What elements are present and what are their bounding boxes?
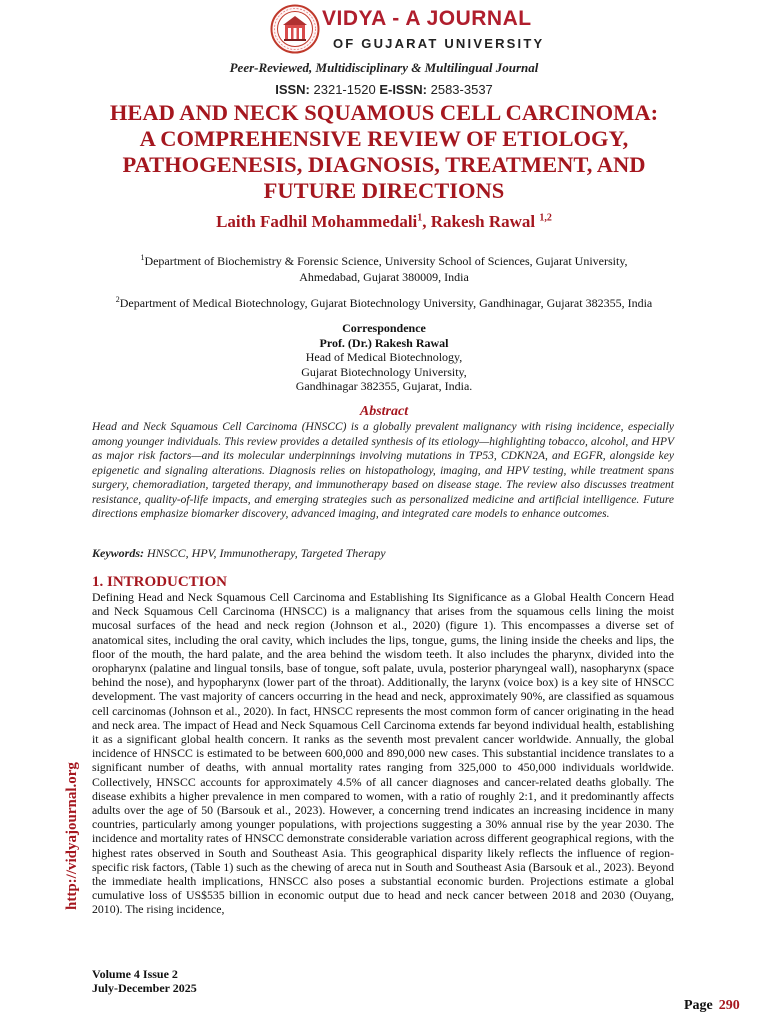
publication-period: July-December 2025 (92, 981, 197, 995)
page-number: 290 (718, 998, 740, 1013)
keywords-text: HNSCC, HPV, Immunotherapy, Targeted Therapy (144, 546, 386, 560)
journal-tagline: Peer-Reviewed, Multidisciplinary & Multilingual Journal (229, 60, 539, 75)
correspondence-line: Head of Medical Biotechnology, (305, 350, 463, 364)
affiliation-1 (80, 250, 688, 285)
page-label: Page (684, 998, 713, 1013)
affiliation-line: Ahmedabad, Gujarat 380009, India (299, 270, 469, 284)
title-line: HEAD AND NECK SQUAMOUS CELL CARCINOMA: (109, 100, 659, 125)
section-body: Defining Head and Neck Squamous Cell Carcinoma and Establishing Its Significance as a Global Health Concern Head and Neck Squamous Cell Carcinoma (HNSCC) is a malignancy that arises from the squamous cells lining the moist mucosal surfaces of the head and neck region (Johnson et al., 2020) (figure 1). This encompasses a diverse set of anatomical sites, including the oral cavity, which includes the lips, tongue, gums, the lining inside the cheeks and lips, the floor of the mouth, the hard palate, and the area behind the wisdom teeth. It also includes the pharynx, divided into the oropharynx (palatine and lingual tonsils, base of tongue, soft palate, uvula, posterior pharyngeal wall), nasopharynx (space behind the nose), and hypopharynx (lower part of the throat). Additionally, the larynx (voice box) is a key site of HNSCC development. The vast majority of cancers occurring in the head and neck, approximately 90%, are classified as squamous cell carcinomas (Johnson et al., 2020). In fact, HNSCC represents the most common form of cancer originating in the head and neck area. The impact of Head and Neck Squamous Cell Carcinoma extends far beyond individual health, establishing it as a significant global health concern. It ranks as the seventh most prevalent cancer worldwide. Annually, the global incidence of HNSCC is estimated to be between 600,000 and 890,000 new cases. This substantial incidence translates to a significant number of deaths, with annual mortality rates ranging from 325,000 to 450,000 individuals worldwide. Collectively, HNSCC accounts for approximately 4.5% of all cancer diagnoses and cancer-related deaths globally. The disease exhibits a higher prevalence in men compared to women, with a ratio of roughly 2:1, and it predominantly affects adults over the age of 50 (Barsouk et al., 2023). However, a concerning trend indicates an increasing incidence in many countries, particularly among younger populations, with projections suggesting a 30% annual rise by the year 2030. The incidence and mortality rates of HNSCC demonstrate considerable variation across different geographical regions, with the highest rates observed in South and Southeast Asia. This geographical disparity likely reflects the influence of region-specific risk factors, (Table 1) such as the chewing of areca nut in South and Southeast Asia (Barsouk et al., 2023). Beyond the immediate health implications, HNSCC also poses a substantial economic burden. Projections estimate a global cumulative loss of US$535 billion in economic output due to head and neck cancer between 2018 and 2030 (Ouyang, 2010). The rising incidence, (92, 590, 674, 917)
author-affiliation-mark: 1,2 (539, 212, 552, 224)
eissn-label: E-ISSN: (379, 82, 427, 97)
eissn-value: 2583-3537 (430, 82, 493, 97)
university-seal-icon (270, 4, 320, 54)
section-heading: 1. INTRODUCTION (92, 574, 228, 590)
correspondence-line: Gujarat Biotechnology University, (301, 364, 467, 379)
affiliation-mark: 1 (140, 253, 145, 262)
title-line: PATHOGENESIS, DIAGNOSIS, TREATMENT, AND (122, 152, 646, 177)
author-name: Rakesh Rawal (430, 212, 540, 231)
author-separator: , (422, 212, 431, 231)
journal-url: http://vidyajournal.org (64, 762, 80, 910)
footer-page (684, 998, 740, 1014)
correspondence-block (0, 321, 768, 394)
title-line: A COMPREHENSIVE REVIEW OF ETIOLOGY, (139, 126, 629, 151)
author-list (0, 212, 768, 232)
affiliation-mark: 2 (115, 295, 120, 304)
volume-issue: Volume 4 Issue 2 (92, 967, 178, 981)
journal-name: VIDYA - A JOURNAL (322, 7, 532, 30)
affiliation-2 (40, 292, 728, 311)
correspondence-name: Prof. (Dr.) Rakesh Rawal (319, 335, 449, 350)
issn-line (0, 82, 768, 97)
footer-volume (92, 967, 197, 995)
issn-label: ISSN: (275, 82, 310, 97)
journal-header (0, 4, 768, 56)
journal-subtitle: OF GUJARAT UNIVERSITY (333, 36, 545, 51)
abstract-heading: Abstract (359, 404, 409, 419)
correspondence-line: Gandhinagar 382355, Gujarat, India. (295, 379, 473, 393)
author-affiliation-mark: 1 (417, 212, 423, 224)
affiliation-line: Department of Medical Biotechnology, Gujarat Biotechnology University, Gandhinagar, Gujarat 382355, India (119, 296, 653, 310)
author-name: Laith Fadhil Mohammedali (216, 212, 418, 231)
issn-value: 2321-1520 (313, 82, 376, 97)
correspondence-heading: Correspondence (342, 321, 426, 335)
paper-title (60, 100, 708, 204)
affiliation-line: Department of Biochemistry & Forensic Science, University School of Sciences, Gujarat University, (144, 254, 628, 268)
abstract-text: Head and Neck Squamous Cell Carcinoma (HNSCC) is a globally prevalent malignancy with rising incidence, especially among younger individuals. This review provides a detailed synthesis of its etiology—highlighting tobacco, alcohol, and HPV as major risk factors—and its molecular underpinnings involving mutations in TP53, CDKN2A, and EGFR, alongside key epigenetic and signaling alterations. Diagnosis relies on histopathology, imaging, and HPV testing, while treatment spans surgery, chemoradiation, targeted therapy, and immunotherapy based on disease stage. The review also discusses treatment resistance, quality-of-life impacts, and emerging strategies such as personalized medicine and artificial intelligence. Future directions emphasize biomarker discovery, advanced imaging, and integrated care models to enhance outcomes. (92, 421, 674, 520)
keywords-line (92, 546, 692, 561)
title-line: FUTURE DIRECTIONS (263, 178, 505, 203)
keywords-label: Keywords: (92, 546, 144, 560)
